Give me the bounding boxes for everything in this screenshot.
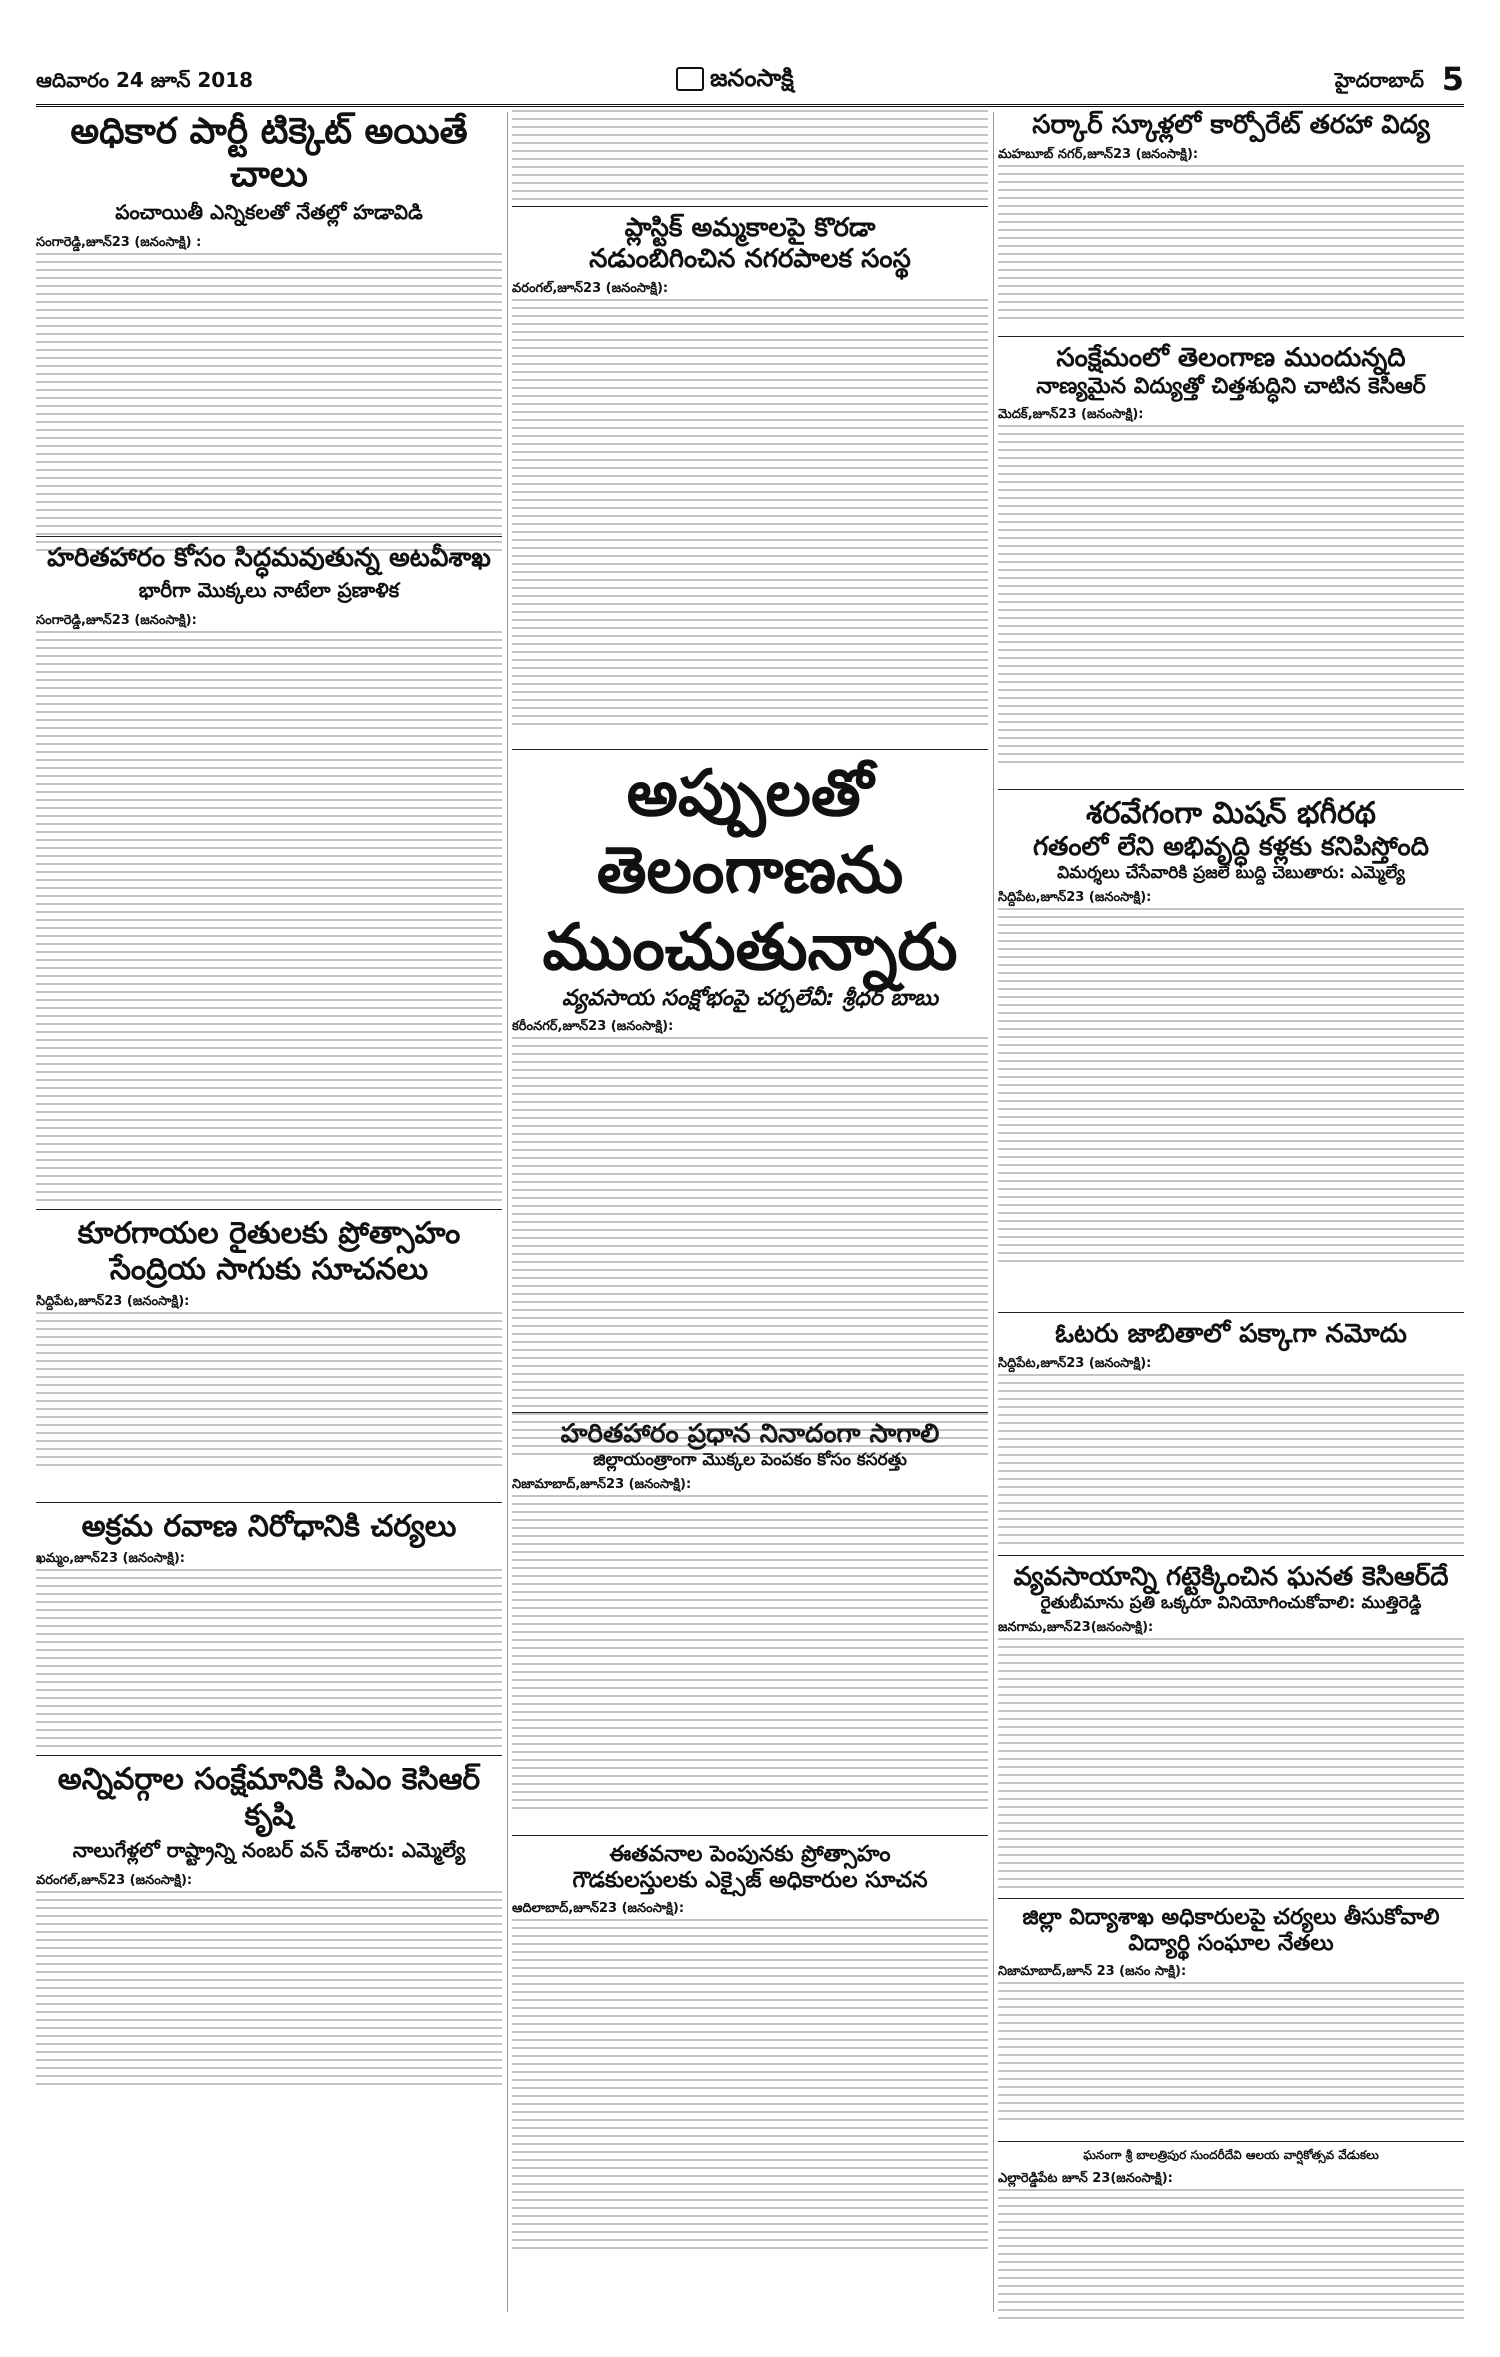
dateline: సిద్దిపేట,జూన్23 (జనంసాక్షి): [998, 1356, 1152, 1372]
dateline: వరంగల్,జూన్23 (జనంసాక్షి): [512, 281, 669, 297]
story-party-ticket [36, 110, 502, 530]
headline: ప్లాస్టిక్ అమ్మకాలపై కొరడా [624, 213, 876, 243]
headline: ఈతవనాల పెంపునకు ప్రోత్సాహం [609, 1842, 891, 1867]
story-haritha-haram-forest [36, 543, 502, 1203]
subheadline: భారీగా మొక్కలు నాటేలా ప్రణాళిక [138, 578, 400, 603]
headline: శరవేగంగా మిషన్ భగీరథ [1086, 796, 1376, 831]
divider [512, 1835, 988, 1836]
headline: హరితహారం ప్రధాన నినాదంగా సాగాలి [560, 1419, 940, 1449]
newspaper-logo-icon [676, 67, 704, 91]
headline: అక్రమ రవాణ నిరోధానికి చర్యలు [81, 1509, 457, 1544]
article-body [36, 253, 502, 553]
article-body [512, 299, 988, 729]
story-voter-list [998, 1319, 1464, 1549]
story-vegetable-farmers [36, 1216, 502, 1496]
headline: సర్కార్ స్కూళ్లలో కార్పోరేట్ తరహా విద్య [1032, 110, 1430, 140]
subheadline: రైతుబీమాను ప్రతి ఒక్కరూ వినియోగించుకోవాలి: ముత్తిరెడ్డి [1040, 1593, 1422, 1614]
dateline: కరీంనగర్,జూన్23 (జనంసాక్షి): [512, 1018, 674, 1034]
divider [998, 336, 1464, 337]
kicker: జిల్లాయంత్రాంగా మొక్కల పెంపకం కోసం కసరత్తు [593, 1450, 907, 1471]
story-caption: ఘనంగా శ్రీ బాలత్రిపుర సుందరీదేవి ఆలయ వార్షికోత్సవ వేడుకలు [1083, 2148, 1379, 2162]
article-body [36, 1569, 502, 1749]
column-divider-1 [507, 112, 508, 2312]
column-center [512, 110, 988, 2262]
article-body [998, 165, 1464, 325]
tagline: విమర్శలు చేసేవారికి ప్రజలే బుద్ది చెబుతారు: ఎమ్మెల్యే [1057, 863, 1405, 884]
column-right [998, 110, 1464, 2328]
dateline: సంగారెడ్డి,జూన్23 (జనంసాక్షి): [36, 613, 197, 629]
dateline: నిజామాబాద్,జూన్ 23 (జనం సాక్షి): [998, 1963, 1187, 1979]
subheadline: గౌడకులస్తులకు ఎక్సైజ్ అధికారుల సూచన [572, 1868, 928, 1894]
story-haritha-haram-slogan [512, 1419, 988, 1829]
dateline: జనగామ,జూన్23(జనంసాక్షి): [998, 1619, 1154, 1635]
story-education-officials [998, 1905, 1464, 2135]
divider [998, 1898, 1464, 1899]
dateline: నిజామాబాద్,జూన్23 (జనంసాక్షి): [512, 1476, 692, 1492]
masthead-rule [36, 104, 1464, 107]
divider [512, 206, 988, 207]
dateline: మెదక్,జూన్23 (జనంసాక్షి): [998, 406, 1144, 422]
masthead [36, 60, 1464, 100]
article-body [512, 1495, 988, 1815]
article-body [998, 1374, 1464, 1544]
subheadline: విద్యార్థి సంఘాల నేతలు [1128, 1931, 1334, 1957]
story-palm-groves [512, 1842, 988, 2262]
divider [36, 1502, 502, 1503]
article-body [512, 1919, 988, 2249]
lead-subheadline: వ్యవసాయ సంక్షోభంపై చర్చలేవీ: శ్రీధర్ బాబు [561, 986, 939, 1012]
story-govt-schools [998, 110, 1464, 330]
article-body [998, 908, 1464, 1268]
headline: అధికార పార్టీ టిక్కెట్ అయితే చాలు [70, 111, 468, 196]
subheadline: నడుంబిగించిన నగరపాలక సంస్థ [589, 244, 911, 275]
subheadline: నాలుగేళ్లలో రాష్ట్రాన్ని నంబర్ వన్ చేశారు: ఎమ్మెల్యే [72, 1838, 466, 1862]
article-body [36, 631, 502, 1201]
issue-date: ఆదివారం 24 జూన్ 2018 [36, 68, 254, 92]
story-temple-anniversary [998, 2148, 1464, 2328]
story-mission-bhagiratha [998, 796, 1464, 1306]
dateline: ఆదిలాబాద్,జూన్23 (జనంసాక్షి): [512, 1900, 685, 1916]
edition-city: హైదరాబాద్ [1334, 68, 1424, 92]
column-left [36, 110, 502, 2062]
dateline: ఎల్లారెడ్డిపేట జూన్ 23(జనంసాక్షి): [998, 2171, 1173, 2186]
story-illegal-transport [36, 1509, 502, 1749]
subheadline: నాణ్యమైన విద్యుత్తో చిత్తశుద్ధిని చాటిన కెసిఆర్ [1036, 374, 1426, 400]
article-body [36, 1891, 502, 2091]
divider [998, 2141, 1464, 2142]
dateline: వరంగల్,జూన్23 (జనంసాక్షి): [36, 1873, 193, 1888]
column-divider-2 [993, 112, 994, 2312]
lead-headline-line-2: ముంచుతున్నారు [542, 910, 958, 985]
dateline: మహబూబ్ నగర్,జూన్23 (జనంసాక్షి): [998, 147, 1199, 163]
headline: సంక్షేమంలో తెలంగాణ ముందున్నది [1056, 343, 1406, 373]
divider [998, 1312, 1464, 1313]
headline: హరితహారం కోసం సిద్ధమవుతున్న అటవీశాఖ [47, 543, 491, 573]
article-body [998, 1638, 1464, 1888]
article-body [998, 1982, 1464, 2122]
newspaper-title: జనంసాక్షి [710, 64, 794, 92]
story-lead-debts [512, 756, 988, 1406]
article-body [512, 1037, 988, 1457]
dateline: సిద్దిపేట,జూన్23 (జనంసాక్షి): [998, 889, 1152, 905]
headline: ఓటరు జాబితాలో పక్కాగా నమోదు [1055, 1319, 1407, 1349]
newspaper-name [676, 64, 794, 98]
headline: వ్యవసాయాన్ని గట్టెక్కించిన ఘనత కెసిఆర్‌దే [1013, 1562, 1449, 1592]
headline: జిల్లా విద్యాశాఖ అధికారులపై చర్యలు తీసుకోవాలి [1022, 1905, 1440, 1930]
story-welfare-cm-kcr [36, 1762, 502, 2062]
article-body [998, 2189, 1464, 2319]
article-body [998, 425, 1464, 765]
divider [998, 789, 1464, 790]
divider [512, 749, 988, 750]
story-welfare-telangana [998, 343, 1464, 783]
story-agriculture-kcr [998, 1562, 1464, 1892]
subheadline: పంచాయితీ ఎన్నికలతో నేతల్లో హడావిడి [115, 200, 423, 225]
divider [36, 1755, 502, 1756]
dateline: సిద్దిపేట,జూన్23 (జనంసాక్షి): [36, 1294, 190, 1309]
subheadline: గతంలో లేని అభివృద్ధి కళ్లకు కనిపిస్తోంది [1032, 832, 1430, 862]
page-number: 5 [1441, 60, 1464, 98]
dateline: ఖమ్మం,జూన్23 (జనంసాక్షి): [36, 1551, 186, 1566]
headline: అన్నివర్గాల సంక్షేమానికి సిఎం కెసిఆర్ కృషి [57, 1762, 481, 1833]
continued-article-body [512, 110, 988, 200]
dateline: సంగారెడ్డి,జూన్23 (జనంసాక్షి) : [36, 235, 202, 251]
subheadline: సేంద్రియ సాగుకు సూచనలు [109, 1252, 429, 1287]
headline: కూరగాయల రైతులకు ప్రోత్సాహం [77, 1216, 461, 1251]
story-plastic-ban [512, 213, 988, 743]
divider [36, 1209, 502, 1210]
divider [998, 1555, 1464, 1556]
lead-headline-line-1: అప్పులతో తెలంగాణను [596, 757, 904, 908]
article-body [36, 1312, 502, 1472]
